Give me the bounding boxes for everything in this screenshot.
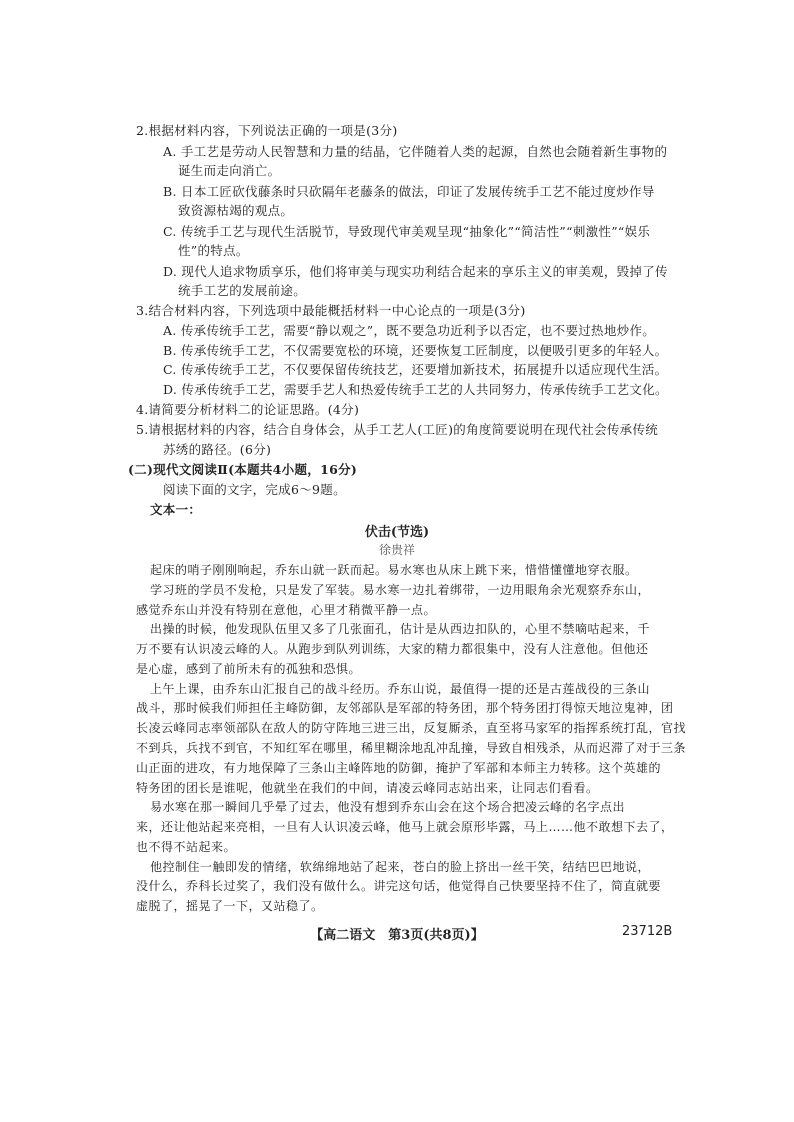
story-line: 是心虚，感到了前所未有的孤独和恐惧。 [136,662,362,676]
q2-option-c-line2: 性”的特点。 [178,243,249,258]
section-instruction: 阅读下面的文字，完成6～9题。 [163,482,346,497]
q3-option-d: D. 传承传统手工艺，需要手艺人和热爱传统手工艺的人共同努力，传承传统手工艺文化。 [163,382,668,397]
question-2-stem: 2.根据材料内容，下列说法正确的一项是(3分) [136,123,398,138]
story-line: 万不要有认识凌云峰的人。从跑步到队列训练，大家的精力都很集中，没有人注意他。但他还 [136,642,649,656]
story-line: 上午上课，由乔东山汇报自己的战斗经历。乔东山说，最值得一提的还是古莲战役的三条山 [150,682,651,696]
q2-option-d-line2: 统手工艺的发展前途。 [178,283,307,298]
story-title: 伏击(节选) [364,525,430,540]
story-line: 长凌云峰同志率领部队在敌人的防守阵地三进三出，反复厮杀，直至将马家军的指挥系统打乱，官找 [136,721,687,735]
q2-option-a-line2: 诞生而走向消亡。 [178,163,281,178]
story-line: 虚脱了，摇晃了一下，又站稳了。 [136,899,324,913]
story-line: 不到兵，兵找不到官，不知红军在哪里，稀里糊涂地乱冲乱撞，导致自相残杀，从而迟滞了对于三条 [136,741,687,755]
story-line: 来，还让他站起来亮相，一旦有人认识凌云峰，他马上就会原形毕露，马上……他不敢想下去了， [136,820,674,834]
question-3-stem: 3.结合材料内容，下列选项中最能概括材料一中心论点的一项是(3分) [136,303,526,318]
page-footer: 【高二语文 第3页(共8页)】 [310,928,484,943]
q3-option-c: C. 传承传统手工艺，不仅要保留传统技艺，还要增加新技术，拓展提升以适应现代生活。 [163,362,668,377]
q2-option-a-line1: A. 手工艺是劳动人民智慧和力量的结晶，它伴随着人类的起源，自然也会随着新生事物的 [163,144,668,159]
story-line: 感觉乔东山并没有特别在意他，心里才稍微平静一点。 [136,603,437,617]
story-line: 没什么，乔科长过奖了，我们没有做什么。讲完这句话，他觉得自己快要坚持不住了，简直就要 [136,879,662,893]
q2-option-b-line1: B. 日本工匠砍伐藤条时只砍隔年老藤条的做法，印证了发展传统手工艺不能过度炒作导 [163,184,655,199]
story-line: 起床的哨子刚刚响起，乔东山就一跃而起。易水寒也从床上跳下来，惜惜懂懂地穿衣服。 [150,563,638,577]
story-author: 徐贵祥 [378,543,415,557]
q3-option-b: B. 传承传统手工艺，不仅需要宽松的环境，还要恢复工匠制度，以便吸引更多的年轻人。 [163,343,668,358]
q2-option-d-line1: D. 现代人追求物质享乐，他们将审美与现实功利结合起来的享乐主义的审美观，毁掉了传 [163,264,668,279]
story-line: 也不得不站起来。 [136,840,237,854]
text-one-label: 文本一： [150,502,202,517]
section-heading: (二)现代文阅读Ⅱ(本题共4小题，16分) [128,462,358,477]
exam-code: 23712B [622,924,673,939]
story-line: 他控制住一触即发的情绪，软绵绵地站了起来，苍白的脸上挤出一丝干笑，结结巴巴地说， [150,860,651,874]
story-line: 特务团的团长是谁呢，他就坐在我们的中间，请凌云峰同志站出来，让同志们看看。 [136,781,599,795]
story-line: 山正面的进攻，有力地保障了三条山主峰阵地的防御，掩护了军部和本师主力转移。这个英雄的 [136,761,662,775]
question-5-line2: 苏绣的路径。(6分) [163,442,272,457]
q2-option-c-line1: C. 传统手工艺与现代生活脱节，导致现代审美观呈现“抽象化”“简洁性”“刺激性”“娱乐 [163,224,651,239]
question-5-line1: 5.请根据材料的内容，结合自身体会，从手工艺人(工匠)的角度简要说明在现代社会传承传统 [136,422,659,437]
question-4: 4.请简要分析材料二的论证思路。(4分) [136,402,360,417]
story-line: 学习班的学员不发枪，只是发了军装。易水寒一边扎着绑带，一边用眼角余光观察乔东山， [150,583,651,597]
q2-option-b-line2: 致资源枯竭的观点。 [178,203,294,218]
q3-option-a: A. 传承传统手工艺，需要“静以观之”，既不要急功近利予以否定，也不要过热地炒作。 [163,323,656,338]
story-line: 易水寒在那一瞬间几乎晕了过去，他没有想到乔东山会在这个场合把凌云峰的名字点出 [150,800,626,814]
story-line: 出操的时候，他发现队伍里又多了几张面孔，估计是从西边扣队的，心里不禁嘀咕起来，千 [150,622,651,636]
story-line: 战斗，那时候我们师担任主峰防御，友邻部队是军部的特务团，那个特务团打得惊天地泣鬼神，团 [136,701,674,715]
